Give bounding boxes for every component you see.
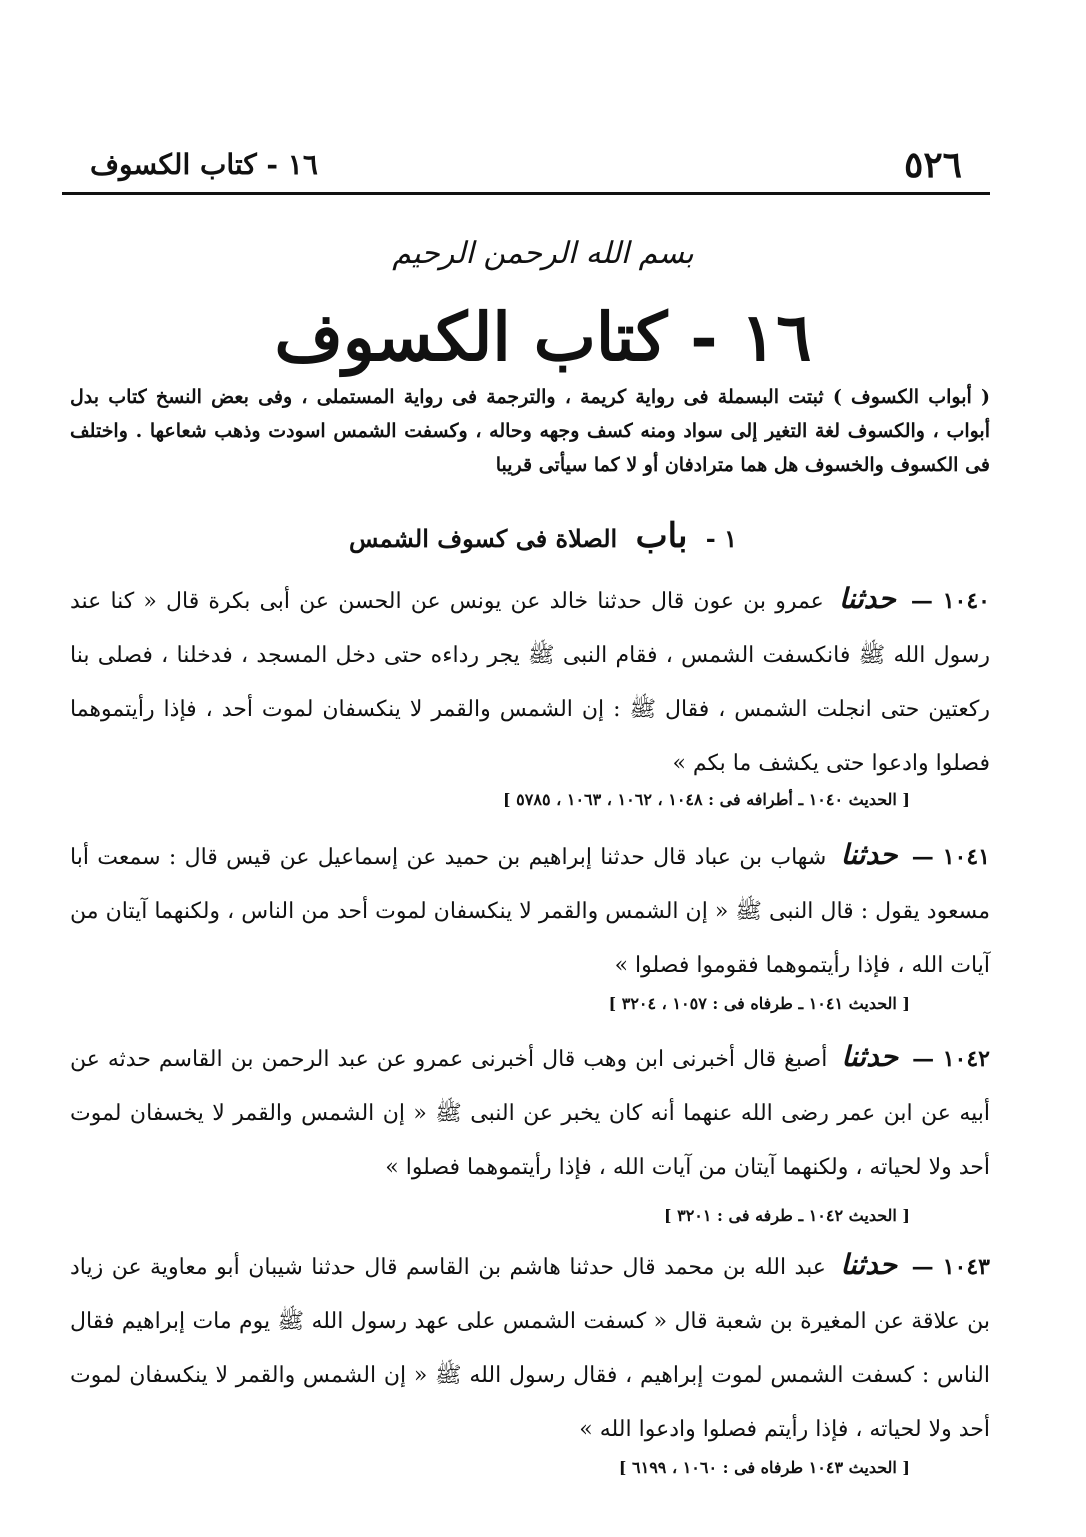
- hadith-text: أصبغ قال أخبرنى ابن وهب قال أخبرنى عمرو عن عبد الرحمن بن القاسم حدثه عن أبيه عن ابن عمر رضى الله عنهما أنه كان يخبر عن النبى ﷺ « إن الشمس والقمر لا يخسفان لموت أحد ولا لحياته ، ولكنهما آيتان من آيات الله ، فإذا رأيتموهما فصلوا »: [70, 1047, 990, 1180]
- chapter-heading: [0, 516, 1086, 556]
- hadith-text: عبد الله بن محمد قال حدثنا هاشم بن القاسم قال حدثنا شيبان أبو معاوية عن زياد بن علاقة عن المغيرة بن شعبة قال « كسفت الشمس على عهد رسول الله ﷺ يوم مات إبراهيم فقال الناس : كسفت الشمس لموت إبراهيم ، فقال رسول الله ﷺ « إن الشمس والقمر لا ينكسفان لموت أحد ولا لحياته ، فإذا رأيتم فصلوا وادعوا الله »: [70, 1255, 990, 1442]
- chapter-title: الصلاة فى كسوف الشمس: [349, 524, 618, 553]
- haddatha-word: حدثنا: [838, 582, 896, 615]
- haddatha-word: حدثنا: [840, 1248, 898, 1281]
- basmala: بسم الله الرحمن الرحيم: [392, 236, 694, 271]
- book-title: ١٦ - كتاب الكسوف: [274, 298, 812, 376]
- hadith-number: ١٠٤١ —: [911, 844, 990, 870]
- haddatha-word: حدثنا: [840, 838, 898, 871]
- hadith-reference: [ الحديث ١٠٤١ ـ طرفاه فى : ١٠٥٧ ، ٣٢٠٤ ]: [608, 994, 910, 1013]
- hadith-1040: [70, 572, 990, 791]
- hadith-reference: [ الحديث ١٠٤٢ ـ طرفه فى : ٣٢٠١ ]: [663, 1206, 910, 1225]
- hadith-number: ١٠٤٠ —: [910, 588, 990, 614]
- hadith-text: عمرو بن عون قال حدثنا خالد عن يونس عن الحسن عن أبى بكرة قال « كنا عند رسول الله ﷺ فانكسفت الشمس ، فقام النبى ﷺ يجر رداءه حتى دخل المسجد ، فدخلنا ، فصلى بنا ركعتين حتى انجلت الشمس ، فقال ﷺ : إن الشمس والقمر لا ينكسفان لموت أحد ، فإذا رأيتموهما فصلوا وادعوا حتى يكشف ما بكم »: [70, 589, 990, 776]
- hadith-number: ١٠٤٢ —: [912, 1046, 990, 1072]
- hadith-1041: [70, 828, 990, 993]
- intro-paragraph: ( أبواب الكسوف ) ثبتت البسملة فى رواية كريمة ، والترجمة فى رواية المستملى ، وفى بعض النسخ كتاب بدل أبواب ، والكسوف لغة التغير إلى سواد ومنه كسف وجهه وحاله ، وكسفت الشمس اسودت وذهب شعاعها . واختلف فى الكسوف والخسوف هل هما مترادفان أو لا كما سيأتى قريبا: [70, 386, 990, 476]
- hadith-1042: [70, 1030, 990, 1195]
- haddatha-word: حدثنا: [841, 1040, 899, 1073]
- page-number: ٥٢٦: [903, 144, 962, 186]
- page-header: [62, 138, 990, 195]
- running-title: ١٦ - كتاب الكسوف: [90, 148, 318, 181]
- chapter-number: ١ -: [705, 524, 737, 553]
- chapter-bab: باب: [635, 516, 688, 556]
- hadith-reference: [ الحديث ١٠٤٣ طرفاه فى : ١٠٦٠ ، ٦١٩٩ ]: [618, 1458, 910, 1477]
- hadith-1043: [70, 1238, 990, 1457]
- hadith-number: ١٠٤٣ —: [911, 1254, 990, 1280]
- hadith-text: شهاب بن عباد قال حدثنا إبراهيم بن حميد عن إسماعيل عن قيس قال : سمعت أبا مسعود يقول : قال النبى ﷺ « إن الشمس والقمر لا ينكسفان لموت أحد من الناس ، ولكنهما آيتان من آيات الله ، فإذا رأيتموهما فقوموا فصلوا »: [70, 845, 990, 978]
- hadith-reference: [ الحديث ١٠٤٠ ـ أطرافه فى : ١٠٤٨ ، ١٠٦٢ ، ١٠٦٣ ، ٥٧٨٥ ]: [503, 790, 910, 809]
